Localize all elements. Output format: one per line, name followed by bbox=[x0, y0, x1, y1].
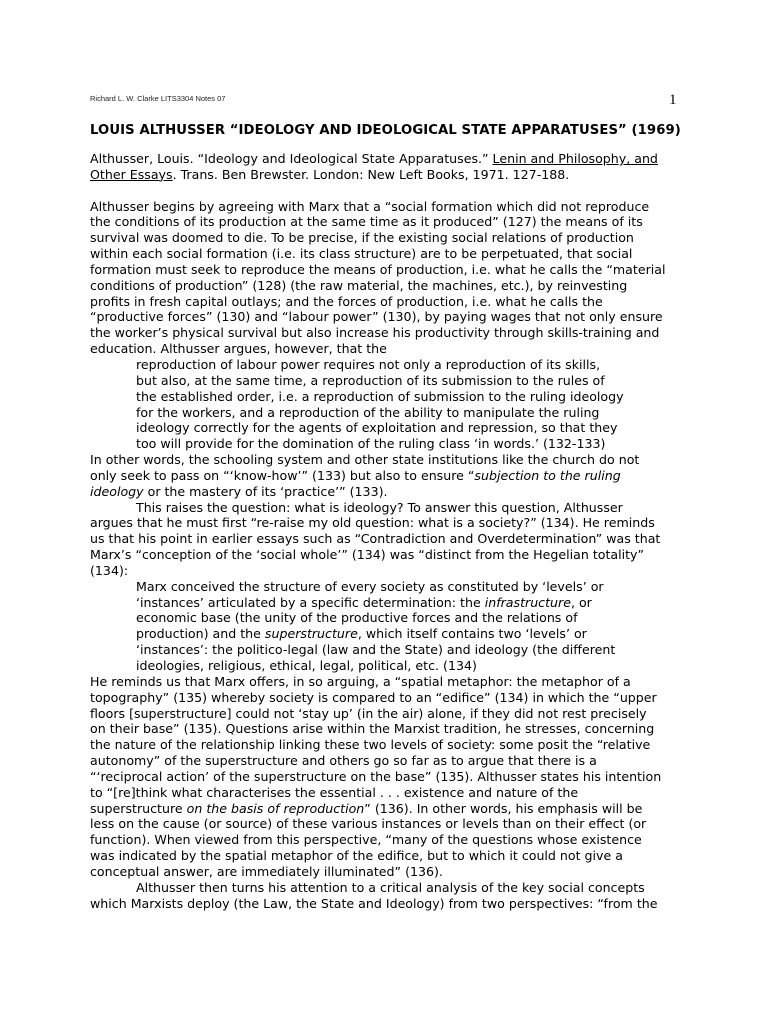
paragraph-1: Althusser begins by agreeing with Marx that a “social formation which did not reproduce the conditions of its production at the same time as it produced” (127) the means of its survival was doomed to die. To be precise, if the existing social relations of production within each social formation (i.e. its class structure) are to be perpetuated, that social formation must seek to reproduce the means of production, i.e. what he calls the “material conditions of production” (128) (the raw material, the machines, etc.), by reinvesting profits in fresh capital outlays; and the forces of production, i.e. what he calls the “productive forces” (130) and “labour power” (130), by paying wages that not only ensure the worker’s physical survival but also increase his productivity through skills-training and education. Althusser argues, however, that the bbox=[90, 198, 666, 357]
paragraph-3: This raises the question: what is ideology? To answer this question, Althusser argues that he must first “re-raise my old question: what is a society?” (134). He reminds us that his point in earlier essays such as “Contradiction and Overdetermination” was that Marx’s “conception of the ‘social whole’” (134) was “distinct from the Hegelian totality” (134): bbox=[90, 499, 661, 578]
paragraph-gap bbox=[90, 183, 690, 199]
page-number: 1 bbox=[669, 92, 677, 108]
paragraph-4: He reminds us that Marx offers, in so arguing, a “spatial metaphor: the metaphor of a topography” (135) whereby society is compared to an “edifice” (134) in which the “upper floors [superstructure] could not ‘stay up’ (in the air) alone, if they did not rest precisely on their base” (135). Questions arise within the Marxist tradition, he stresses, concerning the nature of the relationship linking these two levels of society: some posit the “relative autonomy” of the superstructure and others go so far as to argue that there is a “‘reciprocal action’ of the superstructure on the base” (135). Althusser states his intention to “[re]think what characterises the essential . . . existence and nature of the superstructure on the basis of reproduction” (136). In other words, his emphasis will be less on the cause (or source) of these various instances or levels than on their effect (or function). When viewed from this perspective, “many of the questions whose existence was indicated by the spatial metaphor of the edifice, but to which it could not give a conceptual answer, are immediately illuminated” (136). bbox=[90, 673, 662, 879]
running-header: Richard L. W. Clarke LITS3304 Notes 07 bbox=[90, 94, 226, 103]
block-quote-1: reproduction of labour power requires not only a reproduction of its skills, but also, at the same time, a reproduction of its submission to the rules of the established order, i.e. a reproduction of submission to the ruling ideology for the workers, and a reproduction of the ability to manipulate the ruling ideology correctly for the agents of exploitation and repression, so that they too will provide for the domination of the ruling class ‘in words.’ (132-133) bbox=[136, 356, 624, 452]
book-title: Lenin and Philosophy, and bbox=[492, 151, 658, 166]
document-title: LOUIS ALTHUSSER “IDEOLOGY AND IDEOLOGICAL STATE APPARATUSES” (1969) bbox=[90, 123, 681, 138]
block-quote-2: Marx conceived the structure of every society as constituted by ‘levels’ or ‘instances’ articulated by a specific determination: the infrastructure, or economic base (the unity of the productive forces and the relations of production) and the superstructure, which itself contains two ‘levels’ or ‘instances’: the politico-legal (law and the State) and ideology (the different ideologies, religious, ethical, legal, political, etc. (134) bbox=[136, 578, 616, 673]
paragraph-5: Althusser then turns his attention to a critical analysis of the key social concepts which Marxists deploy (the Law, the State and Ideology) from two perspectives: “from the bbox=[90, 879, 658, 911]
book-title: Other Essays bbox=[90, 166, 173, 182]
citation-line-2: Other Essays. Trans. Ben Brewster. London: New Left Books, 1971. 127-188. bbox=[90, 166, 570, 182]
citation-line-1: Althusser, Louis. “Ideology and Ideological State Apparatuses.” Lenin and Philosophy, and bbox=[90, 151, 658, 166]
body-text bbox=[90, 151, 690, 912]
paragraph-2: In other words, the schooling system and other state institutions like the church do not only seek to pass on “‘know-how’” (133) but also to ensure “subjection to the ruling ideology or the mastery of its ‘practice’” (133). bbox=[90, 452, 640, 499]
